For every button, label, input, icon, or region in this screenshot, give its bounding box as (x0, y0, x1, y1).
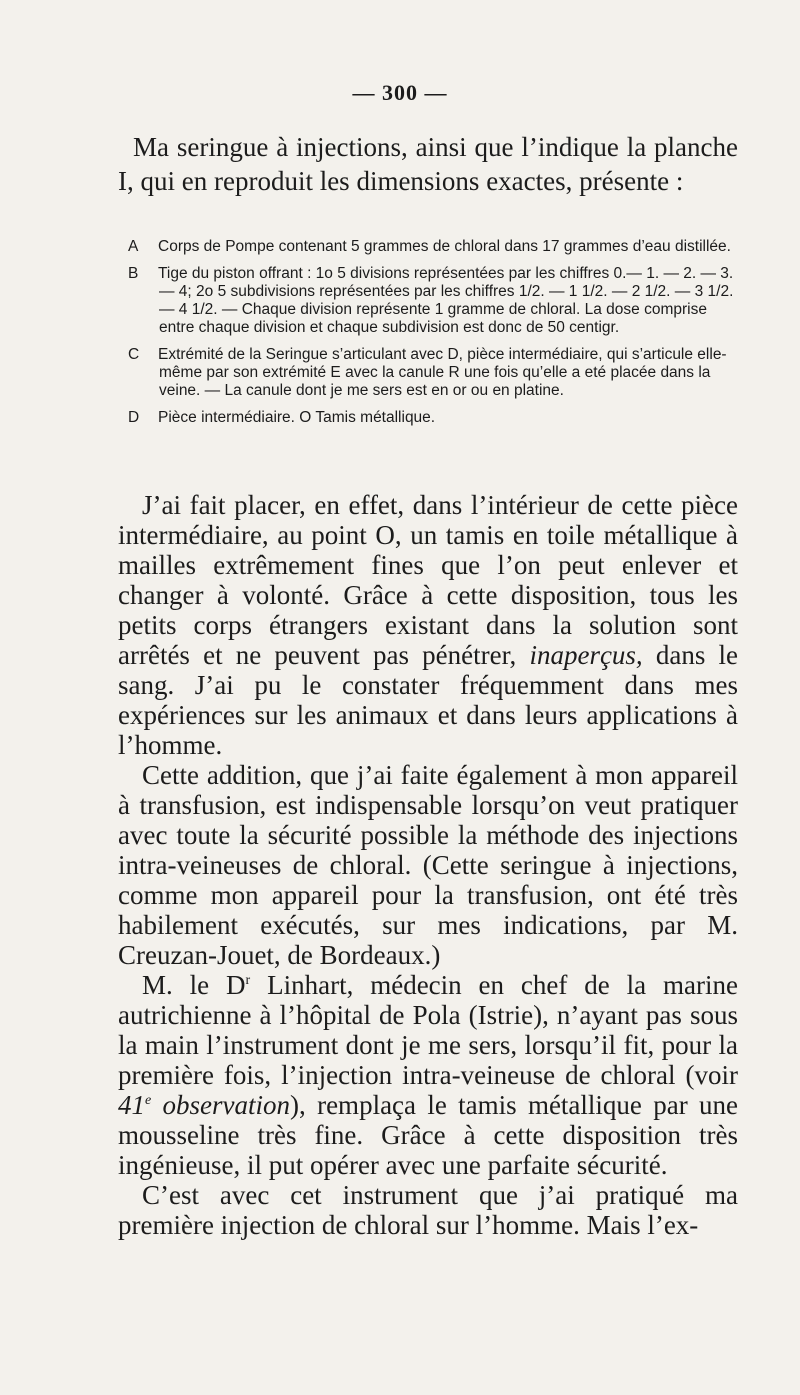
legend-text: Extrémité de la Seringue s’articulant avec D, pièce intermédiaire, qui s’articule elle-même par son extrémité E avec la canule R une fois qu’elle a eté placée dans la veine. — La canule dont je me sers est en or ou en platine. (158, 346, 727, 399)
legend-letter: C (128, 346, 140, 363)
paragraph-text: ), remplaça le tamis métallique par une mousseline très fine. Grâce à cette disposition très ingénieuse, il put opérer avec une parfaite sécurité. (118, 1090, 738, 1180)
legend-item-d (128, 409, 738, 427)
superscript: r (245, 973, 251, 988)
paragraph-text: M. le D (142, 970, 246, 1000)
legend-item-a (128, 238, 738, 256)
paragraph-text: J’ai fait placer, en effet, dans l’intérieur de cette pièce intermédiaire, au point O, un tamis en toile métallique à mailles extrêmement fines que l’on peut enlever et changer à volonté. Grâce à cette disposition, tous les petits corps étrangers existant dans la solution sont arrêtés et ne peuvent pas pénétrer, (118, 490, 738, 670)
paragraph-tamis (118, 490, 738, 760)
italic-word: inaperçus, (529, 640, 643, 670)
legend-text: Pièce intermédiaire. O Tamis métallique. (158, 409, 436, 426)
paragraph-linhart (118, 970, 738, 1180)
intro-paragraph: Ma seringue à injections, ainsi que l’indique la planche I, qui en reproduit les dimensions exactes, présente : (118, 132, 738, 196)
paragraph-instrument: C’est avec cet instrument que j’ai pratiqué ma première injection de chloral sur l’homme. Mais l’ex- (118, 1180, 738, 1240)
figure-legend (128, 238, 738, 436)
legend-letter: D (128, 409, 140, 426)
legend-text: Tige du piston offrant : 1o 5 divisions représentées par les chiffres 0.— 1. — 2. — 3. — 4; 2o 5 subdivisions représentées par les chiffres 1/2. — 1 1/2. — 2 1/2. — 3 1/2. — 4 1/2. — Chaque division représente 1 gramme de chloral. La dose comprise entre chaque division et chaque subdivision est donc de 50 centigr. (158, 265, 734, 336)
legend-text: Corps de Pompe contenant 5 grammes de chloral dans 17 grammes d’eau distillée. (158, 238, 731, 255)
paragraph-addition: Cette addition, que j’ai faite également à mon appareil à transfusion, est indispensable lorsqu’on veut pratiquer avec toute la sécurité possible la méthode des injections intra-veineuses de chloral. (Cette seringue à injections, comme mon appareil pour la transfusion, ont été très habilement exécutés, sur mes indications, par M. Creuzan-Jouet, de Bordeaux.) (118, 760, 738, 970)
legend-item-c (128, 346, 738, 400)
paragraph-text: dans le sang. J’ai pu le constater fréquemment dans mes expériences sur les animaux et dans leurs applications à l’homme. (118, 640, 738, 760)
body-text (118, 490, 738, 1240)
paragraph-text: Linhart, médecin en chef de la marine autrichienne à l’hôpital de Pola (Istrie), n’ayant pas sous la main l’instrument dont je me sers, lorsqu’il fit, pour la première fois, l’injection intra-veineuse de chloral (voir (118, 970, 738, 1090)
legend-letter: B (128, 265, 139, 282)
observation-reference: 41e observation (118, 1090, 291, 1120)
page-number: — 300 — (352, 80, 448, 105)
legend-item-b (128, 265, 738, 337)
legend-letter: A (128, 238, 139, 255)
